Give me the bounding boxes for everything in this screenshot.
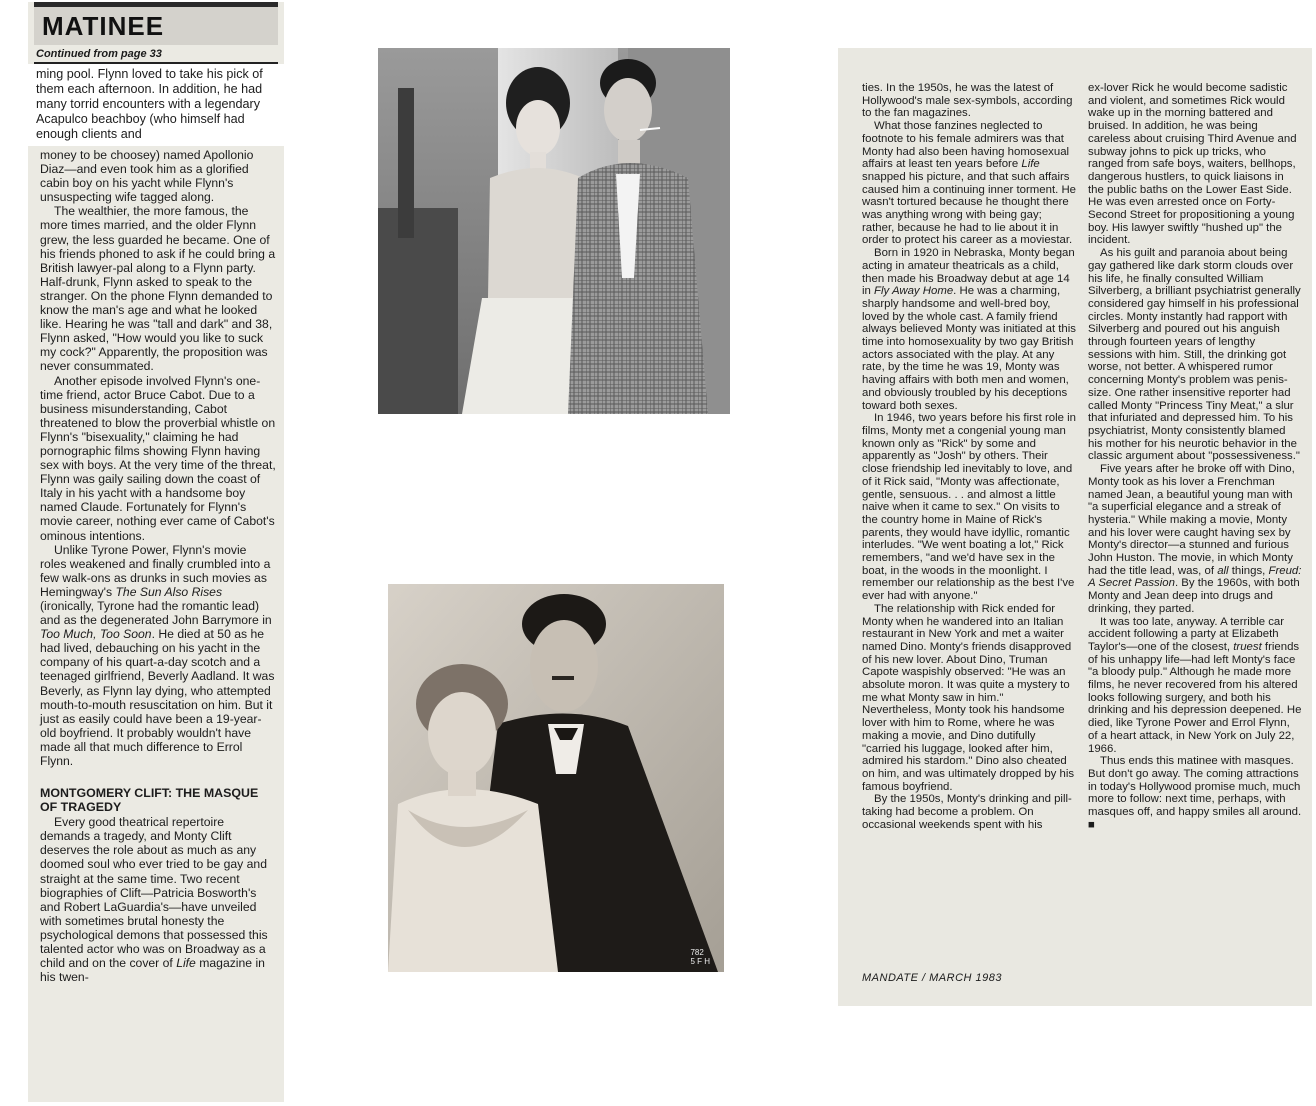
paragraph: The wealthier, the more famous, the more times married, and the older Flynn grew, the less guarded he became. One of his friends phoned to ask if he could bring a British lawyer-pal along to a Flynn party. Half-drunk, Flynn asked to speak to the stranger. On the phone Flynn demanded to know the man's age and what he looked like. Hearing he was "tall and dark" and 38, Flynn asked, "How would you like to suck my cock?" Apparently, the proposition was never consummated. bbox=[40, 204, 276, 374]
paragraph: As his guilt and paranoia about being gay gathered like dark storm clouds over his life, he finally consulted William Silverberg, a brilliant psychiatrist generally considered gay himself in his professional circles. Monty instantly had rapport with Silverberg and poured out his anguish through fourteen years of lengthy sessions with him. Still, the drinking got worse, not better. A whispered rumor concerning Monty's problem was penis-size. One rather insensitive reporter had called Monty "Princess Tiny Meat," a slur that infuriated and depressed him. To his psychiatrist, Monty consistently blamed his mother for his neurotic behavior in the classic argument about "possessiveness." bbox=[1088, 247, 1301, 463]
paragraph: Born in 1920 in Nebraska, Monty began acting in amateur theatricals as a child, then made his Broadway debut at age 14 in Fly Away Home. He was a charming, sharply handsome and well-bred boy, loved by the whole cast. A family friend always believed Monty was initiated at this time into homosexuality by two gay British actors associated with the play. At any rate, by the time he was 19, Monty was having affairs with both men and women, and obviously troubled by his deceptions toward both sexes. bbox=[862, 247, 1076, 412]
photo-stamp: 782 5 F H bbox=[690, 948, 710, 966]
left-column bbox=[28, 2, 284, 1102]
paragraph: Unlike Tyrone Power, Flynn's movie roles weakened and finally crumbled into a few walk-ons as drunks in such movies as Hemingway's The Sun Also Rises (ironically, Tyrone had the romantic lead) and as the degenerated John Barrymore in Too Much, Too Soon. He died at 50 as he had lived, debauching on his yacht in the company of his quart-a-day scotch and a teenaged girlfriend, Beverly Aadland. It was Beverly, as Flynn lay dying, who attempted mouth-to-mouth resuscitation on him. But it just as easily could have been a 19-year-old boyfriend. It probably wouldn't have made all that much difference to Errol Flynn. bbox=[40, 542, 275, 769]
section-header: MATINEE bbox=[34, 2, 278, 45]
paragraph: The relationship with Rick ended for Monty when he wandered into an Italian restaurant in New York and met a waiter named Dino. Monty's friends disapproved of his new lover. About Dino, Truman Capote waspishly observed: "He was an absolute moron. It was quite a mystery to me what Monty saw in him." Nevertheless, Monty took his handsome lover with him to Rome, where he was making a movie, and Dino dutifully "carried his luggage, looked after him, admired his stardom." Dino also cheated on him, and was ultimately dropped by his famous boyfriend. bbox=[862, 602, 1075, 793]
photo-costume-portrait bbox=[388, 584, 724, 972]
paragraph: Thus ends this matinee with masques. But don't go away. The coming attractions in today's Hollywood promise much, much more to follow: next time, perhaps, with masques off, and happy smiles all around. ■ bbox=[1088, 755, 1302, 831]
paragraph: Five years after he broke off with Dino, Monty took as his lover a Frenchman named Jean, a beautiful young man with "a superficial elegance and a streak of hysteria." While making a movie, Monty and his lover were caught having sex by Monty's director—a stunned and furious John Huston. The movie, in which Monty had the title lead, was, of all things, Freud: A Secret Passion. By the 1960s, with both Monty and Jean deep into drugs and drinking, they parted. bbox=[1088, 463, 1302, 615]
right-column-2 bbox=[1088, 82, 1302, 831]
paragraph: It was too late, anyway. A terrible car accident following a party at Elizabeth Taylor's—one of the closest, truest friends of his unhappy life—had left Monty's face "a bloody pulp." Although he made more films, he never recovered from his altered looks following surgery, and both his drinking and his depression deepened. He died, like Tyrone Power and Errol Flynn, of a heart attack, in New York on July 22, 1966. bbox=[1088, 615, 1302, 755]
right-page bbox=[838, 48, 1312, 1006]
paragraph: By the 1950s, Monty's drinking and pill-taking had become a problem. On occasional weekends spent with his bbox=[862, 793, 1072, 831]
paragraph: ex-lover Rick he would become sadistic and violent, and sometimes Rick would wake up in the morning battered and bruised. In addition, he was being careless about cruising Third Avenue and subway johns to pick up tricks, who ranged from safe boys, waiters, bellhops, dangerous hustlers, to quick liaisons in the public baths on the Lower East Side. He was even arrested once on Forty-Second Street for propositioning a young boy. His lawyer swiftly "hushed up" the incident. bbox=[1088, 82, 1297, 247]
left-article-body bbox=[28, 146, 284, 984]
paragraph: In 1946, two years before his first role in films, Monty met a congenial young man known only as "Rick" by some and apparently as "Josh" by others. Their close friendship led inevitably to love, and of it Rick said, "Monty was affectionate, gentle, sensuous. . . and almost a little naive when it came to sex." On visits to the country home in Maine of Rick's parents, they would have idyllic, romantic interludes. "We went boating a lot," Rick remembers, "and we'd have sex in the boat, in the woods in the moonlight. I remember our relationship as the best I've ever had with anyone." bbox=[862, 412, 1076, 603]
paragraph: Another episode involved Flynn's one-time friend, actor Bruce Cabot. Due to a business misunderstanding, Cabot threatened to blow the proverbial whistle on Flynn's "bisexuality," claiming he had pornographic films showing Flynn having sex with boys. At the very time of the threat, Flynn was gaily sailing down the coast of Italy in his yacht with a handsome boy named Claude. Fortunately for Flynn's movie career, nothing ever came of Cabot's ominous intentions. bbox=[40, 373, 276, 543]
paragraph: Every good theatrical repertoire demands a tragedy, and Monty Clift deserves the role about as much as any doomed soul who ever tried to be gay and straight at the same time. Two recent biographies of Clift—Patricia Bosworth's and Robert LaGuardia's—have unveiled with sometimes brutal honesty the psychological demons that possessed this talented actor who was on Broadway as a child and on the cover of Life magazine in his twen- bbox=[40, 815, 268, 985]
right-column-1 bbox=[862, 82, 1076, 831]
photo-couple-wall bbox=[378, 48, 730, 414]
continued-note: Continued from page 33 bbox=[34, 47, 278, 64]
paragraph: money to be choosey) named Apollonio Diaz—and even took him as a glorified cabin boy on his yacht while Flynn's unsuspecting wife tagged along. bbox=[40, 148, 254, 205]
paragraph: What those fanzines neglected to footnote to his female admirers was that Monty had also been having homosexual affairs at least ten years before Life snapped his picture, and that such affairs caused him a continuing inner torment. He wasn't tortured because he thought there was anything wrong with being gay; rather, because he had to lie about it in order to protect his career as a moviestar. bbox=[862, 120, 1077, 247]
magazine-footer: MANDATE / MARCH 1983 bbox=[862, 972, 1002, 984]
paragraph: ties. In the 1950s, he was the latest of Hollywood's male sex-symbols, according to the fan magazines. bbox=[862, 82, 1073, 120]
intro-paragraph: ming pool. Flynn loved to take his pick of them each afternoon. In addition, he had many torrid encounters with a legendary Acapulco beachboy (who himself had enough clients and bbox=[28, 64, 284, 146]
section-subheading: MONTGOMERY CLIFT: THE MASQUE OF TRAGEDY bbox=[40, 786, 259, 815]
right-article-columns bbox=[862, 82, 1302, 831]
